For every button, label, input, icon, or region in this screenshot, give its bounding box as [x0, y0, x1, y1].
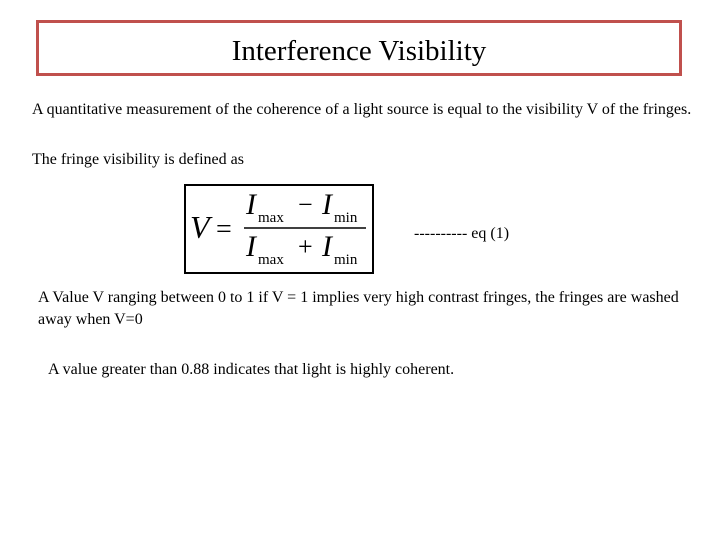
formula-equals: =	[216, 214, 232, 245]
intro-paragraph: A quantitative measurement of the coherence of a light source is equal to the visibility V of the fringes.	[32, 101, 692, 118]
denominator-max-subscript: max	[258, 252, 284, 268]
numerator-i-min: I	[322, 188, 332, 221]
numerator-min-subscript: min	[334, 210, 358, 226]
formula-svg	[186, 186, 372, 272]
slide-title: Interference Visibility	[231, 35, 487, 67]
threshold-paragraph: A value greater than 0.88 indicates that light is highly coherent.	[48, 361, 455, 378]
numerator-minus: −	[298, 190, 313, 219]
denominator-min-subscript: min	[334, 252, 358, 268]
denominator-i-min: I	[322, 230, 332, 263]
equation-label: ---------- eq (1)	[414, 225, 510, 242]
visibility-formula	[184, 184, 374, 274]
range-paragraph: A Value V ranging between 0 to 1 if V = 1 implies very high contrast fringes, the fringes are washed away when V=0	[38, 289, 679, 328]
definition-paragraph: The fringe visibility is defined as	[32, 151, 244, 168]
formula-lhs: V	[190, 209, 210, 245]
denominator-plus: +	[298, 232, 313, 261]
numerator-i-max: I	[246, 188, 256, 221]
denominator-i-max: I	[246, 230, 256, 263]
title-box	[36, 20, 682, 76]
numerator-max-subscript: max	[258, 210, 284, 226]
